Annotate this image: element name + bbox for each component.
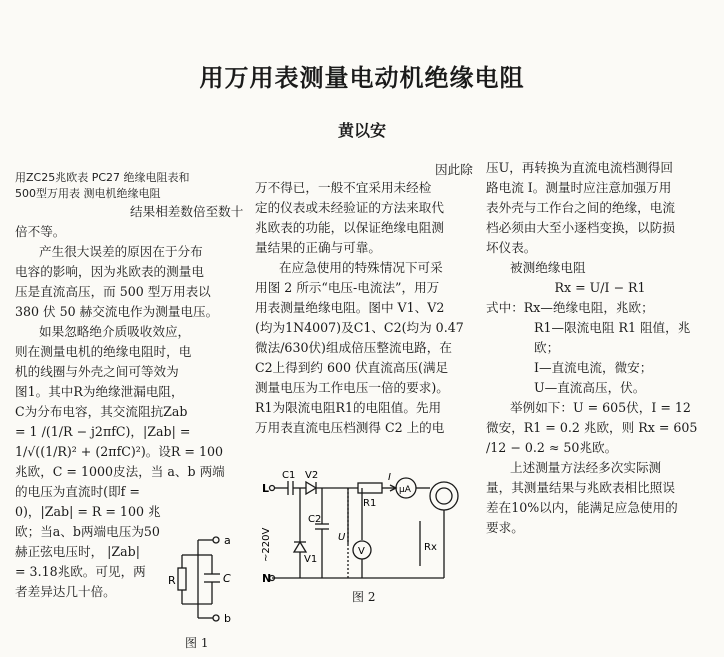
label-V2: V2: [305, 470, 319, 481]
text-line: 量，其测量结果与兆欧表相比照误: [486, 480, 675, 495]
label-U: U: [338, 532, 346, 543]
label-R1: R1: [363, 498, 377, 509]
text-line: R1为限流电阻R1的电阻值。先用: [255, 400, 442, 415]
label-N: N: [262, 572, 272, 585]
label-uA: μA: [399, 485, 411, 495]
text-line: 欧；: [534, 340, 560, 355]
text-line: 路电流 I。测量时应注意加强万用: [486, 180, 672, 195]
text-line: 上述测量方法经多次实际测: [510, 460, 662, 475]
text-line: (均为1N4007)及C1、C2(均为 0.47: [255, 320, 464, 335]
text-line: 则在测量电机的绝缘电阻时，电: [15, 344, 192, 359]
text-line: /12 − 0.2 ≈ 50兆欧。: [486, 440, 618, 455]
label-V1: V1: [304, 554, 318, 565]
text-line: 压U，再转换为直流电流档测得回: [486, 160, 673, 175]
text-line: 结果相差数倍至数十: [130, 204, 244, 219]
text-line: 举例如下：U = 605伏，I = 12: [510, 400, 691, 415]
terminal-b: [213, 615, 219, 621]
text-line: 用表测量绝缘电阻。图中 V1、V2: [255, 300, 445, 315]
motor-housing: [430, 482, 458, 510]
label-I: I: [388, 472, 391, 483]
motor-winding: [436, 488, 452, 504]
text-line: 产生很大误差的原因在于分布: [39, 244, 203, 259]
label-b: b: [224, 612, 231, 625]
column-2: [255, 162, 477, 438]
label-R: R: [168, 574, 176, 587]
figure-1-circuit: [168, 530, 248, 648]
text-line: 微安，R1 = 0.2 兆欧，则 Rx = 605: [486, 420, 698, 435]
text-line: 式中：Rx—绝缘电阻，兆欧；: [486, 300, 654, 315]
text-line: 用图 2 所示“电压-电流法”，用万: [255, 280, 440, 295]
text-line: = 3.18兆欧。可见，两: [15, 564, 146, 579]
text-line: 如果忽略绝介质吸收效应，: [39, 324, 191, 339]
text-line: 1/√((1/R)² + (2πfC)²)。设R = 100: [15, 444, 224, 459]
text-line: 赫正弦电压时， |Zab|: [15, 544, 140, 559]
text-line: 欧；当a、b两端电压为50: [15, 524, 160, 539]
formula: Rx = U/I − R1: [554, 280, 646, 295]
column-3: [486, 158, 714, 538]
text-line: 压是直流高压，而 500 型万用表以: [15, 284, 211, 299]
label-C: C: [223, 572, 231, 585]
text-line: 定的仪表或未经验证的方法来取代: [255, 200, 444, 215]
text-line: 被测绝缘电阻: [510, 260, 586, 275]
text-line: 倍不等。: [15, 224, 66, 239]
text-line: 万用表直流电压档测得 C2 上的电: [255, 420, 445, 435]
resistor-R: [178, 568, 186, 590]
figure-2-circuit: [260, 466, 480, 604]
text-line: 兆欧，C = 1000皮法，当 a、b 两端: [15, 464, 225, 479]
article-title: 用万用表测量电动机绝缘电阻: [199, 64, 525, 92]
text-line: 机的线圈与外壳之间可等效为: [15, 364, 179, 379]
text-line: R1—限流电阻 R1 阻值，兆: [534, 320, 691, 335]
text-line: 差在10%以内，能满足应急使用的: [486, 500, 678, 515]
label-L: L: [262, 482, 270, 495]
text-line: 万不得已，一般不宜采用未经检: [255, 180, 432, 195]
diode-V2: [306, 482, 316, 494]
label-C2: C2: [308, 514, 322, 525]
text-line: 测量电压为工作电压一倍的要求)。: [255, 380, 449, 395]
text-line: = 1 /(1/R − j2πfC)，|Zab| =: [15, 424, 191, 439]
label-Rx: Rx: [424, 542, 437, 553]
handwritten-note-line-2: 500型万用表 测电机绝缘电阻: [15, 187, 161, 200]
label-C1: C1: [282, 470, 296, 481]
text-line: 在应急使用的特殊情况下可采: [279, 260, 443, 275]
text-line: 表外壳与工作台之间的绝缘，电流: [486, 200, 675, 215]
text-line: 380 伏 50 赫交流电作为测量电压。: [15, 304, 219, 319]
terminal-L: [270, 486, 275, 491]
label-V: V: [358, 546, 365, 557]
text-line: 0)，|Zab| = R = 100 兆: [15, 504, 161, 519]
text-line: 要求。: [486, 520, 524, 535]
handwritten-note-line-1: 用ZC25兆欧表 PC27 绝缘电阻表和: [15, 171, 190, 184]
text-line: 兆欧表的功能，以保证绝缘电阻测: [255, 220, 444, 235]
text-line: 图1。其中R为绝缘泄漏电阻，: [15, 384, 184, 399]
text-line: 坏仪表。: [486, 240, 537, 255]
text-line: I—直流电流，微安；: [534, 360, 653, 375]
text-line: 档必须由大至小逐档变换，以防损: [486, 220, 675, 235]
text-line: 的电压为直流时(即f =: [15, 484, 140, 499]
figure-2-caption: 图 2: [352, 590, 376, 604]
text-line: 因此除: [435, 162, 473, 177]
label-a: a: [224, 534, 231, 547]
figure-1-caption: 图 1: [185, 636, 209, 650]
text-line: U—直流高压，伏。: [534, 380, 646, 395]
text-line: 电容的影响，因为兆欧表的测量电: [15, 264, 204, 279]
text-line: C2上得到约 600 伏直流高压(满足: [255, 360, 449, 375]
terminal-a: [213, 537, 219, 543]
label-voltage: ~220V: [261, 527, 272, 562]
text-line: 微法/630伏)组成倍压整流电路，在: [255, 340, 452, 355]
text-line: 者差异达几十倍。: [15, 584, 116, 599]
text-line: 量结果的正确与可靠。: [255, 240, 381, 255]
author-name: 黄以安: [337, 121, 386, 140]
diode-V1: [294, 542, 306, 552]
text-line: C为分布电容，其交流阻抗Zab: [15, 404, 188, 419]
